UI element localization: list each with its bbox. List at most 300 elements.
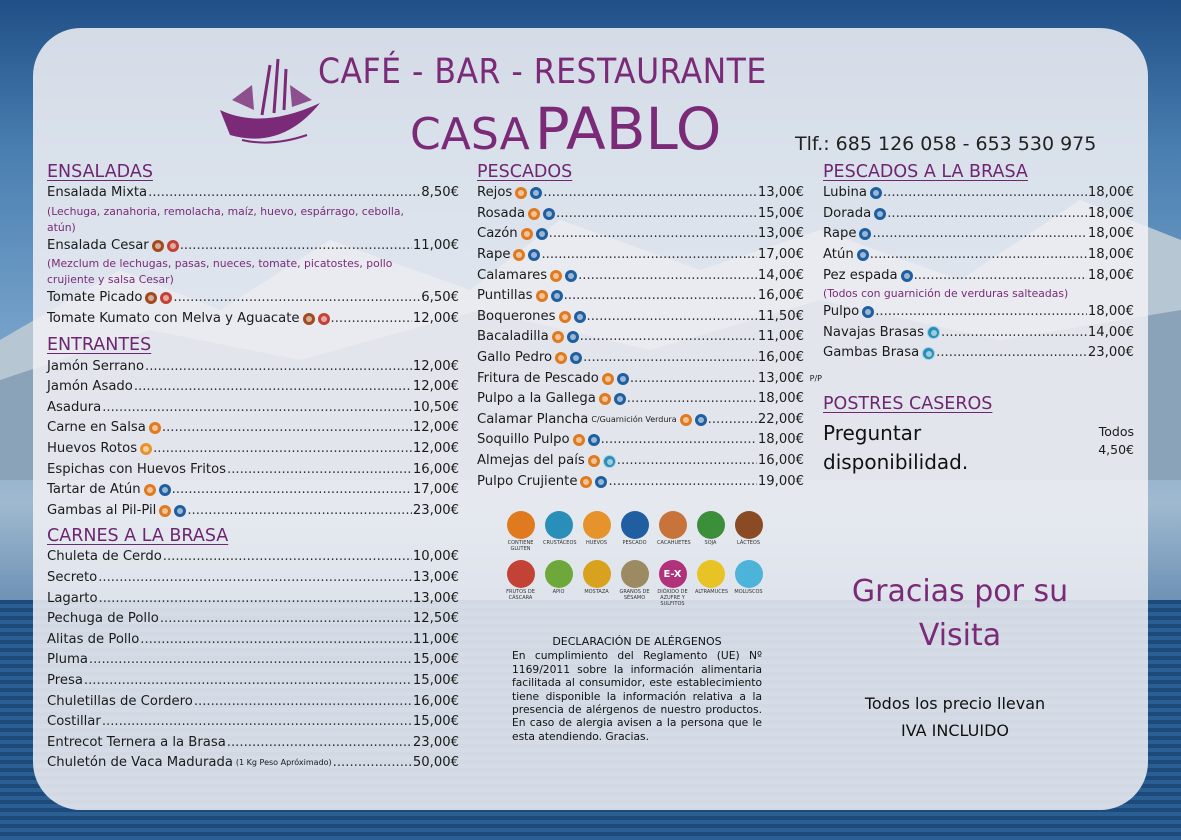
item-price: 18,00€ — [1087, 304, 1134, 320]
item-price: 18,00€ — [757, 432, 804, 448]
item-price: 16,00€ — [412, 461, 459, 477]
dot-leader — [549, 224, 757, 244]
gluten-icon — [528, 208, 540, 220]
item-name: Asadura — [47, 399, 102, 415]
dot-leader — [98, 568, 412, 588]
item-price: 16,00€ — [757, 350, 804, 366]
dot-leader — [180, 236, 412, 256]
item-price: 15,00€ — [412, 652, 459, 668]
dairy-icon — [160, 292, 172, 304]
item-name: C/Guarnición Verdura — [591, 414, 677, 424]
dot-leader — [99, 589, 412, 609]
dot-leader — [872, 224, 1086, 244]
postres-text-line1: Preguntar — [823, 420, 922, 445]
menu-item — [47, 501, 459, 522]
allergen-legend — [505, 511, 775, 615]
postres-todos: Todos — [1098, 424, 1134, 439]
fish-icon — [617, 373, 629, 385]
menu-item — [47, 288, 459, 309]
item-name: Navajas Brasas — [823, 324, 925, 340]
gluten-icon — [580, 476, 592, 488]
item-name: Chuletillas de Cordero — [47, 693, 193, 709]
menu-item — [47, 691, 459, 712]
dot-leader — [875, 302, 1087, 322]
allergen-item — [581, 511, 612, 552]
item-name: Cazón — [477, 226, 518, 242]
dot-leader — [140, 630, 412, 650]
item-name: Ensalada Cesar — [47, 237, 149, 253]
dot-leader — [543, 183, 757, 203]
menu-item — [477, 204, 804, 225]
gluten-icon — [602, 373, 614, 385]
menu-item — [477, 410, 804, 431]
item-name: Pez espada — [823, 267, 898, 283]
item-name: SOJA — [704, 540, 717, 546]
menu-item — [823, 245, 1134, 266]
menu-item — [477, 348, 804, 369]
item-price: 18,00€ — [1087, 205, 1134, 221]
gluten-icon — [536, 290, 548, 302]
eggs-icon — [140, 443, 152, 455]
boat-logo-icon — [212, 55, 332, 155]
menu-item — [47, 356, 459, 377]
menu-item — [477, 265, 804, 286]
menu-item — [477, 183, 804, 204]
section-title-carnes: CARNES A LA BRASA — [47, 526, 229, 547]
dot-leader — [870, 245, 1087, 265]
allergen-row — [505, 511, 775, 552]
menu-item — [477, 224, 804, 245]
item-name: Tomate Kumato con Melva y Aguacate — [47, 311, 300, 327]
dot-leader — [134, 377, 412, 397]
section-title-entrantes: ENTRANTES — [47, 335, 152, 356]
item-name: Boquerones — [477, 308, 556, 324]
allergen-row — [505, 560, 775, 607]
dot-leader — [148, 183, 420, 203]
menu-item — [47, 459, 459, 480]
gluten-icon — [144, 484, 156, 496]
gluten-icon — [507, 511, 535, 539]
thanks-line2: Visita — [918, 618, 1002, 653]
item-name: HUEVOS — [585, 540, 608, 546]
gluten-icon — [588, 455, 600, 467]
item-price: 13,00€ — [412, 570, 459, 586]
item-name: MOLUSCOS — [734, 589, 763, 595]
item-price: 19,00€ — [757, 473, 804, 489]
item-price: 17,00€ — [412, 482, 459, 498]
restaurant-name-pablo: PABLO — [534, 95, 722, 163]
menu-item — [47, 630, 459, 651]
menu-item — [47, 398, 459, 419]
gluten-icon — [521, 228, 533, 240]
item-description: (Todos con guarnición de verduras salteadas) — [823, 286, 1069, 300]
fish-icon — [621, 511, 649, 539]
item-name: Rape — [477, 247, 511, 263]
dot-leader — [580, 327, 757, 347]
dot-leader — [331, 309, 412, 329]
gluten-icon — [559, 311, 571, 323]
item-name: Lagarto — [47, 590, 98, 606]
item-price: 12,00€ — [412, 441, 459, 457]
allergen-item — [619, 560, 650, 607]
item-price: 15,00€ — [412, 672, 459, 688]
postres-price — [1060, 423, 1134, 459]
item-price: 23,00€ — [412, 734, 459, 750]
item-name: FRUTOS DE CÁSCARA — [506, 589, 535, 601]
fish-icon — [614, 393, 626, 405]
item-name: GRANOS DE SÉSAMO — [619, 589, 650, 601]
allergen-item — [733, 560, 764, 607]
item-price: 13,00€ — [412, 590, 459, 606]
menu-item — [477, 451, 804, 472]
item-price: 18,00€ — [1087, 226, 1134, 242]
item-name: Pulpo Crujiente — [477, 473, 578, 489]
menu-item — [477, 368, 822, 389]
item-name: Alitas de Pollo — [47, 631, 140, 647]
item-price: 15,00€ — [757, 205, 804, 221]
item-name: Puntillas — [477, 288, 533, 304]
item-name: Costillar — [47, 714, 101, 730]
allergen-item — [695, 560, 729, 607]
item-name: APIO — [552, 589, 565, 595]
item-price: 18,00€ — [1087, 247, 1134, 263]
item-name: CRUSTÁCEOS — [543, 540, 577, 546]
per-person-suffix: P/P — [809, 374, 822, 384]
dot-leader — [84, 671, 412, 691]
item-name: Gambas al Pil-Pil — [47, 502, 157, 518]
phone-number: Tlf.: 685 126 058 - 653 530 975 — [795, 133, 1097, 155]
menu-item — [47, 712, 459, 733]
sulphites-icon: E-X — [659, 560, 687, 588]
fish-icon — [543, 208, 555, 220]
menu-item — [47, 480, 459, 501]
item-description: (Mezclum de lechugas, pasas, nueces, tomate, picatostes, pollo crujiente y salsa Cesar) — [47, 257, 393, 287]
dot-leader — [194, 692, 412, 712]
dot-leader — [89, 650, 412, 670]
allergen-declaration — [512, 635, 762, 743]
dairy-icon — [167, 240, 179, 252]
postres-text-line2: disponibilidad. — [823, 449, 969, 474]
item-price: 12,00€ — [412, 379, 459, 395]
menu-item — [823, 302, 1134, 323]
section-title-ensaladas: ENSALADAS — [47, 162, 153, 182]
item-name: Tartar de Atún — [47, 482, 141, 498]
allergen-item — [543, 511, 577, 552]
item-name: Secreto — [47, 570, 98, 586]
menu-item — [47, 588, 459, 609]
eggs-icon — [583, 511, 611, 539]
dot-leader — [333, 753, 412, 773]
item-price: 18,00€ — [1087, 185, 1134, 201]
gluten-icon — [555, 352, 567, 364]
item-price: 23,00€ — [1087, 345, 1134, 361]
item-price: 11,00€ — [412, 237, 459, 253]
item-name: Chuletón de Vaca Madurada — [47, 755, 233, 771]
item-name: Chuleta de Cerdo — [47, 549, 162, 565]
fish-icon — [551, 290, 563, 302]
dot-leader — [564, 286, 757, 306]
dot-leader — [914, 266, 1087, 286]
mollusc-icon — [927, 326, 940, 339]
menu-item — [47, 671, 459, 692]
dot-leader — [608, 472, 756, 492]
menu-item — [47, 609, 459, 630]
section-title-brasa: PESCADOS A LA BRASA — [823, 162, 1028, 182]
menu-item — [47, 418, 459, 439]
item-price: 17,00€ — [757, 247, 804, 263]
item-price: 6,50€ — [421, 290, 459, 306]
menu-item — [47, 650, 459, 671]
allergen-item — [505, 560, 536, 607]
mollusc-icon — [735, 560, 763, 588]
fish-icon — [901, 270, 913, 282]
gluten-icon — [552, 331, 564, 343]
header-title: CAFÉ - BAR - RESTAURANTE — [318, 52, 767, 92]
lupin-icon — [697, 560, 725, 588]
dot-leader — [160, 609, 412, 629]
item-name: Pluma — [47, 652, 88, 668]
fish-icon — [859, 228, 871, 240]
item-name: CACAHUETES — [657, 540, 691, 546]
iva-line1: Todos los precio llevan — [864, 694, 1046, 713]
item-name: Fritura de Pescado — [477, 370, 599, 386]
restaurant-name — [410, 95, 721, 163]
item-price: 12,50€ — [412, 611, 459, 627]
menu-item — [47, 732, 459, 753]
gluten-icon — [573, 434, 585, 446]
fish-icon — [570, 352, 582, 364]
section-title-pescados: PESCADOS — [477, 162, 573, 182]
item-name: LÁCTEOS — [736, 540, 761, 546]
item-name: Lubina — [823, 185, 867, 201]
item-price: 12,00€ — [412, 420, 459, 436]
dot-leader — [936, 343, 1087, 363]
mollusc-icon — [603, 455, 616, 468]
dot-leader — [227, 733, 412, 753]
menu-item — [823, 343, 1134, 364]
item-description: (Lechuga, zanahoria, remolacha, maíz, huevo, espárrago, cebolla, atún) — [47, 204, 404, 234]
allergen-item — [581, 560, 612, 607]
mollusc-icon — [922, 347, 935, 360]
gluten-icon — [149, 422, 161, 434]
item-name: Gallo Pedro — [477, 350, 553, 366]
menu-item — [47, 309, 459, 330]
item-name: Jamón Asado — [47, 379, 133, 395]
dot-leader — [583, 348, 757, 368]
dot-leader — [617, 451, 757, 471]
item-name: Dorada — [823, 205, 872, 221]
dot-leader — [541, 245, 756, 265]
item-price: 50,00€ — [412, 755, 459, 771]
fish-icon — [530, 187, 542, 199]
fish-icon — [695, 414, 707, 426]
item-price: 14,00€ — [1087, 324, 1134, 340]
item-name: Pechuga de Pollo — [47, 611, 159, 627]
menu-item — [477, 471, 804, 492]
menu-item — [823, 224, 1134, 245]
fish-icon — [567, 331, 579, 343]
menu-item — [47, 236, 459, 257]
menu-item — [823, 265, 1134, 286]
item-name: Soquillo Pulpo — [477, 432, 570, 448]
item-name: Presa — [47, 672, 83, 688]
menu-item — [477, 307, 804, 328]
item-name: Almejas del país — [477, 453, 585, 469]
item-price: 8,50€ — [421, 185, 459, 201]
dot-leader — [627, 389, 757, 409]
item-name: Gambas Brasa — [823, 345, 920, 361]
declaration-text: En cumplimiento del Reglamento (UE) Nº 1169/2011 sobre la información alimentaria facilitada al consumidor, este establecimiento tiene disponible la información relativa a la presencia de alérgenos de nuestro productos. En caso de alergia avisen a la persona que le esta atendiendo. Gracias. — [512, 649, 762, 743]
nuts-icon — [145, 292, 157, 304]
item-name: ALTRAMUCES — [695, 589, 729, 595]
dot-leader — [163, 547, 412, 567]
menu-item — [477, 389, 804, 410]
nuts-icon — [303, 313, 315, 325]
item-name: Espichas con Huevos Fritos — [47, 461, 227, 477]
item-price: 16,00€ — [757, 288, 804, 304]
allergen-item — [543, 560, 574, 607]
item-price: 14,00€ — [757, 267, 804, 283]
dairy-icon — [318, 313, 330, 325]
item-name: Entrecot Ternera a la Brasa — [47, 734, 226, 750]
dairy-icon — [735, 511, 763, 539]
column-left — [47, 162, 459, 774]
item-name: Jamón Serrano — [47, 358, 145, 374]
item-price: 13,00€ — [757, 226, 804, 242]
dot-leader — [556, 204, 757, 224]
dot-leader — [941, 323, 1087, 343]
fish-icon — [528, 249, 540, 261]
menu-item — [47, 753, 459, 774]
fish-icon — [857, 249, 869, 261]
item-price: 12,00€ — [412, 311, 459, 327]
dot-leader — [102, 398, 412, 418]
dot-leader — [601, 430, 757, 450]
celery-icon — [545, 560, 573, 588]
gluten-icon — [515, 187, 527, 199]
dot-leader — [708, 410, 757, 430]
column-middle — [477, 162, 822, 492]
menu-item — [477, 430, 804, 451]
menu-item — [47, 547, 459, 568]
menu-item — [477, 245, 804, 266]
dot-leader — [587, 307, 757, 327]
gluten-icon — [513, 249, 525, 261]
mustard-icon — [583, 560, 611, 588]
item-price: 11,50€ — [757, 308, 804, 324]
thanks-line1: Gracias por su — [851, 574, 1069, 609]
item-name: Pulpo a la Gallega — [477, 391, 596, 407]
item-name: Rejos — [477, 185, 513, 201]
menu-item — [477, 286, 804, 307]
item-name: Tomate Picado — [47, 290, 143, 306]
dot-leader — [153, 439, 412, 459]
thanks-message — [820, 570, 1100, 658]
menu-item — [47, 568, 459, 589]
item-price: 11,00€ — [757, 329, 804, 345]
declaration-title: DECLARACIÓN DE ALÉRGENOS — [552, 635, 722, 648]
item-price: 13,00€ — [757, 370, 804, 386]
iva-notice — [830, 690, 1080, 744]
item-price: 10,50€ — [412, 399, 459, 415]
allergen-item — [695, 511, 726, 552]
item-name: Huevos Rotos — [47, 441, 138, 457]
fish-icon — [588, 434, 600, 446]
item-price: 22,00€ — [757, 411, 804, 427]
item-price: 12,00€ — [412, 358, 459, 374]
nuts-icon — [152, 240, 164, 252]
gluten-icon — [680, 414, 692, 426]
item-name: Carne en Salsa — [47, 420, 146, 436]
iva-line2: IVA INCLUIDO — [901, 721, 1009, 740]
sesame-icon — [621, 560, 649, 588]
dot-leader — [145, 357, 412, 377]
item-price: 11,00€ — [412, 631, 459, 647]
fish-icon — [870, 187, 882, 199]
item-name: PESCADO — [622, 540, 647, 546]
item-name: Pulpo — [823, 304, 860, 320]
gluten-icon — [599, 393, 611, 405]
fish-icon — [574, 311, 586, 323]
item-price: 18,00€ — [757, 391, 804, 407]
dot-leader — [630, 369, 757, 389]
fish-icon — [174, 505, 186, 517]
item-name: Bacaladilla — [477, 329, 549, 345]
item-price: 16,00€ — [757, 453, 804, 469]
gluten-icon — [159, 505, 171, 517]
dot-leader — [187, 501, 412, 521]
dot-leader — [172, 480, 412, 500]
dot-leader — [887, 204, 1087, 224]
section-title-postres: POSTRES CASEROS — [823, 393, 993, 414]
menu-item — [477, 327, 804, 348]
fish-icon — [159, 484, 171, 496]
nuts-icon — [507, 560, 535, 588]
dot-leader — [173, 288, 420, 308]
item-name: Ensalada Mixta — [47, 185, 148, 201]
dot-leader — [162, 418, 412, 438]
fish-icon — [874, 208, 886, 220]
dot-leader — [227, 460, 412, 480]
item-name: MOSTAZA — [584, 589, 609, 595]
item-price: 10,00€ — [412, 549, 459, 565]
postres-price-value: 4,50€ — [1098, 442, 1134, 457]
allergen-item — [619, 511, 650, 552]
fish-icon — [536, 228, 548, 240]
menu-item — [47, 377, 459, 398]
item-price: 18,00€ — [1087, 267, 1134, 283]
restaurant-name-casa: CASA — [410, 109, 530, 160]
allergen-item — [733, 511, 764, 552]
item-name: Rosada — [477, 205, 526, 221]
item-price: 23,00€ — [412, 502, 459, 518]
dot-leader — [102, 712, 412, 732]
crustacean-icon — [545, 511, 573, 539]
menu-item — [823, 183, 1134, 204]
allergen-item — [657, 511, 691, 552]
item-name: Calamar Plancha — [477, 411, 589, 427]
item-name: Rape — [823, 226, 857, 242]
item-price: 16,00€ — [412, 693, 459, 709]
item-price: 15,00€ — [412, 714, 459, 730]
item-name: CONTIENE GLUTEN — [507, 540, 534, 552]
menu-item — [823, 204, 1134, 225]
item-name: Calamares — [477, 267, 548, 283]
item-price: 13,00€ — [757, 185, 804, 201]
allergen-item — [657, 560, 688, 607]
fish-icon — [565, 270, 577, 282]
peanut-icon — [659, 511, 687, 539]
